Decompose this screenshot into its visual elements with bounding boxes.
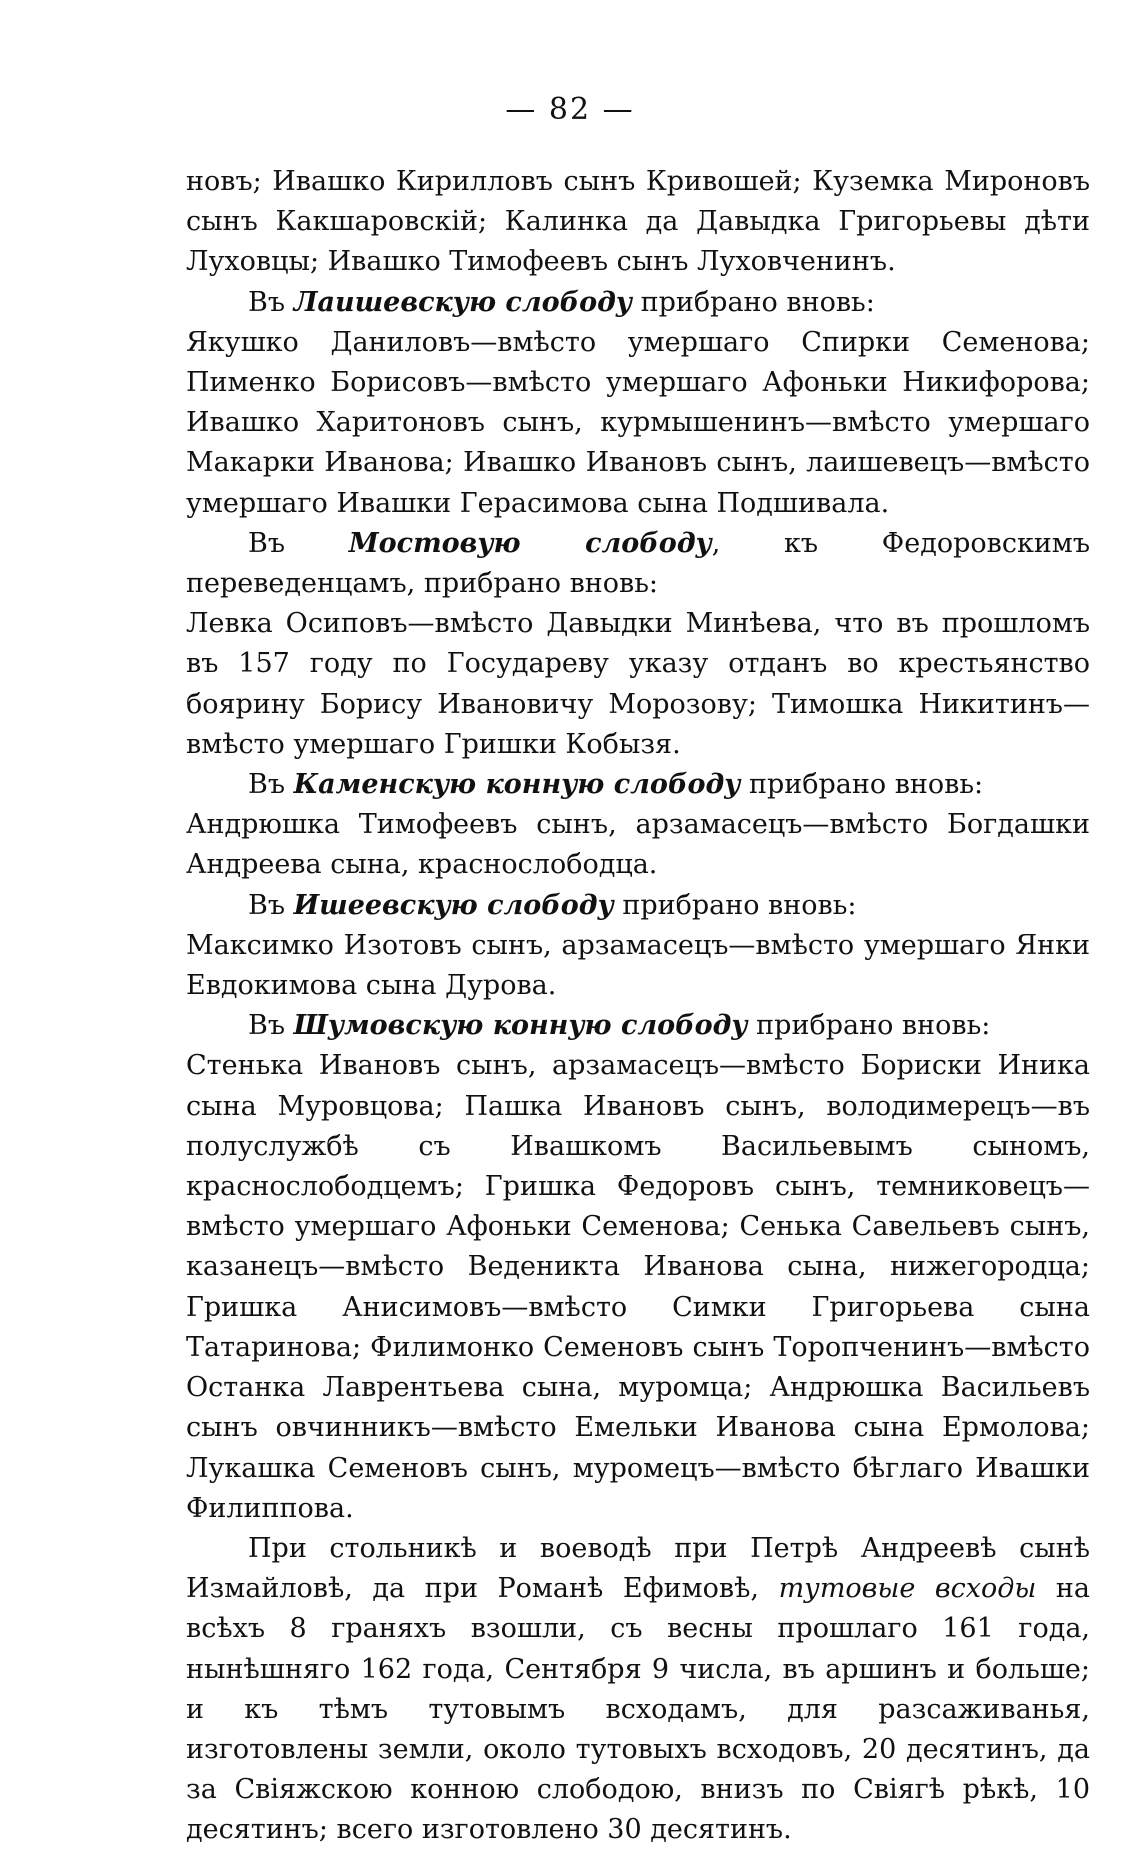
heading-prefix: Въ: [248, 769, 294, 801]
paragraph-text-after: на всѣхъ 8 граняхъ взошли, съ весны прошлаго 161 года, нынѣшняго 162 года, Сентября 9 числа, въ аршинъ и больше; и къ тѣмъ тутовымъ всходамъ, для разсаживанья, изготовлены земли, около тутовыхъ всходовъ, 20 десятинъ, да за Свіяжскою конною слободою, внизъ по Свіягѣ рѣкѣ, 10 десятинъ; всего изготовлено 30 десятинъ.: [186, 1573, 1090, 1846]
paragraph-italic-term: тутовые всходы: [778, 1573, 1037, 1605]
heading-slobod-name: Мостовую слободу: [348, 527, 712, 559]
heading-suffix: прибрано вновь:: [740, 769, 984, 801]
paragraph-laishevskaya: Якушко Даниловъ—вмѣсто умершаго Спирки Семенова; Пименко Борисовъ—вмѣсто умершаго Афоньки Никифорова; Ивашко Харитоновъ сынъ, курмышенинъ—вмѣсто умершаго Макарки Иванова; Ивашко Ивановъ сынъ, лаишевецъ—вмѣсто умершаго Ивашки Герасимова сына Подшивала.: [186, 326, 1090, 519]
heading-slobod-name: Ишеевскую слободу: [293, 889, 614, 921]
heading-slobod-name: Лаишевскую слободу: [293, 286, 633, 318]
paragraph-text-before: При стольникѣ и воеводѣ при Петрѣ Андреевѣ сынѣ Измайловѣ, да при Романѣ Ефимовѣ,: [186, 1532, 1090, 1605]
paragraph-continuation: новъ; Ивашко Кирилловъ сынъ Кривошей; Куземка Мироновъ сынъ Какшаровскій; Калинка да Давыдка Григорьевы дѣти Луховцы; Ивашко Тимофеевъ сынъ Луховченинъ.: [186, 166, 1090, 278]
heading-laishevskaya: [186, 283, 1090, 323]
heading-slobod-name: Каменскую конную слободу: [293, 769, 741, 801]
heading-shumovskaya: [186, 1006, 1090, 1046]
heading-suffix: прибрано вновь:: [632, 286, 875, 318]
heading-prefix: Въ: [248, 286, 294, 318]
heading-suffix: прибрано вновь:: [613, 889, 857, 921]
heading-prefix: Въ: [248, 527, 349, 559]
paragraph-shumovskaya: Стенька Ивановъ сынъ, арзамасецъ—вмѣсто Бориски Иника сына Муровцова; Пашка Ивановъ сынъ, володимерецъ—въ полуслужбѣ съ Ивашкомъ Васильевымъ сыномъ, краснослободцемъ; Гришка Федоровъ сынъ, темниковецъ—вмѣсто умершаго Афоньки Семенова; Сенька Савельевъ сынъ, казанецъ—вмѣсто Веденикта Иванова сына, нижегородца; Гришка Анисимовъ—вмѣсто Симки Григорьева сына Татаринова; Филимонко Семеновъ сынъ Торопченинъ—вмѣсто Останка Лаврентьева сына, муромца; Андрюшка Васильевъ сынъ овчинникъ—вмѣсто Емельки Иванова сына Ермолова; Лукашка Семеновъ сынъ, муромецъ—вмѣсто бѣглаго Ивашки Филиппова.: [186, 1050, 1090, 1524]
heading-isheevskaya: [186, 886, 1090, 926]
heading-slobod-name: Шумовскую конную слободу: [293, 1010, 748, 1042]
page-number: — 82 —: [505, 92, 635, 127]
heading-suffix: прибрано вновь:: [747, 1010, 991, 1042]
heading-suffix: , къ Федоровскимъ переведенцамъ, прибрано вновь:: [186, 527, 1090, 600]
heading-mostovaya: [186, 524, 1090, 604]
paragraph-mulberry: [186, 1529, 1090, 1851]
paragraph-mostovaya: Левка Осиповъ—вмѣсто Давыдки Минѣева, что въ прошломъ въ 157 году по Государеву указу отданъ во крестьянство боярину Борису Ивановичу Морозову; Тимошка Никитинъ—вмѣсто умершаго Гришки Кобызя.: [186, 608, 1090, 760]
page-body: [186, 162, 1090, 1851]
heading-prefix: Въ: [248, 889, 294, 921]
heading-kamenskaya: [186, 765, 1090, 805]
paragraph-kamenskaya: Андрюшка Тимофеевъ сынъ, арзамасецъ—вмѣсто Богдашки Андреева сына, краснослободца.: [186, 809, 1090, 881]
paragraph-isheevskaya: Максимко Изотовъ сынъ, арзамасецъ—вмѣсто умершаго Янки Евдокимова сына Дурова.: [186, 929, 1090, 1002]
heading-prefix: Въ: [248, 1010, 294, 1042]
